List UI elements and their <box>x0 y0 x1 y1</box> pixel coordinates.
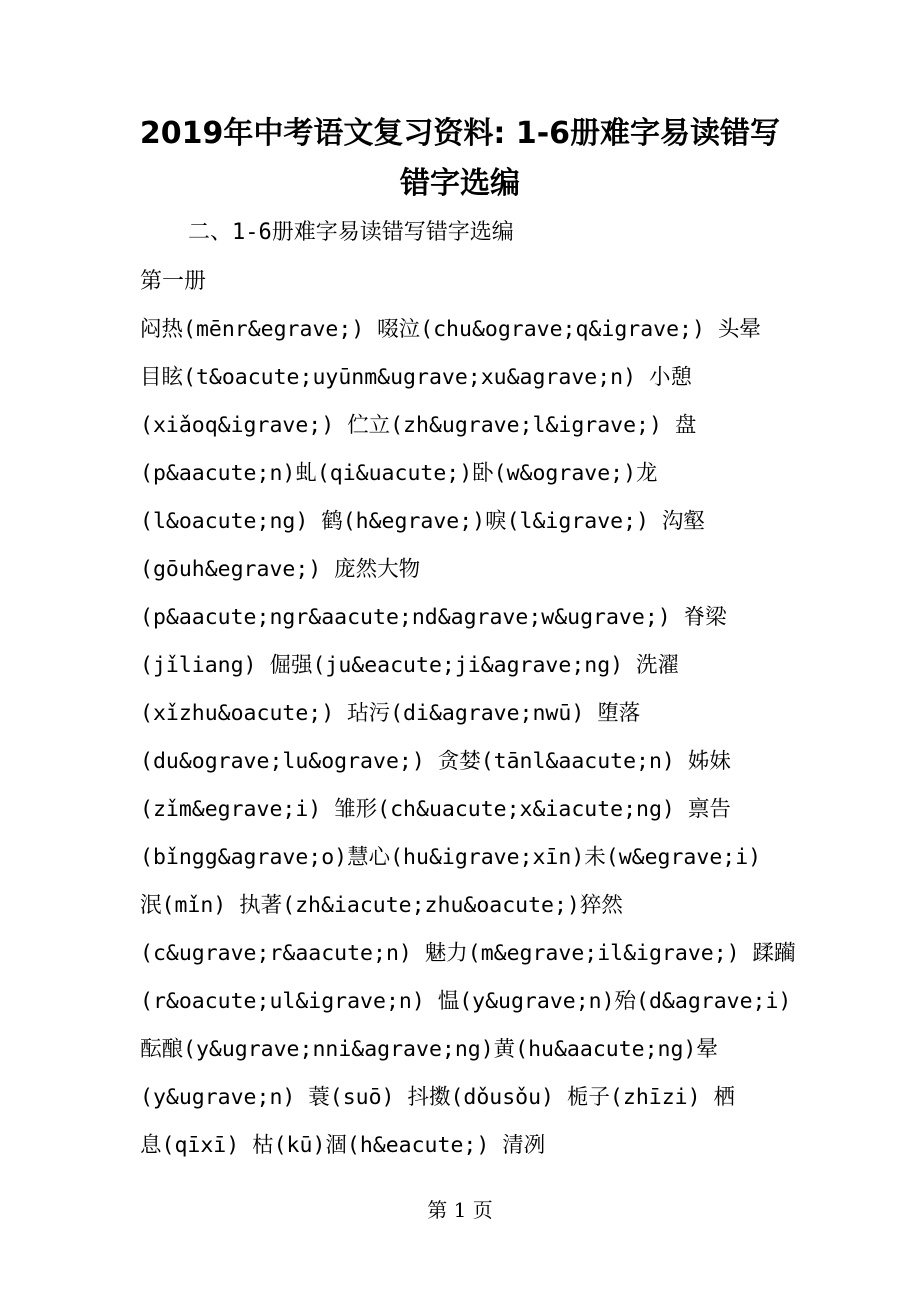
body-line: 泯(mǐn) 执著(zh&iacute;zhu&oacute;)猝然 <box>140 893 623 918</box>
body-line: 闷热(mēnr&egrave;) 啜泣(chu&ograve;q&igrave;) 头晕 <box>140 317 761 342</box>
body-line: 目眩(t&oacute;uyūnm&ugrave;xu&agrave;n) 小憩 <box>140 365 692 390</box>
body-line: (xǐzhu&oacute;) 玷污(di&agrave;nwū) 堕落 <box>140 701 641 726</box>
body-line: 息(qīxī) 枯(kū)涸(h&eacute;) 清冽 <box>140 1133 546 1158</box>
section-heading: 二、1-6册难字易读错写错字选编 <box>188 220 514 245</box>
body-line: (gōuh&egrave;) 庞然大物 <box>140 557 421 582</box>
body-line: (xiǎoq&igrave;) 伫立(zh&ugrave;l&igrave;) 盘 <box>140 413 697 438</box>
document-title-line-1: 2019年中考语文复习资料: 1-6册难字易读错写 <box>139 116 781 151</box>
body-line: (jǐliang) 倔强(ju&eacute;ji&agrave;ng) 洗濯 <box>140 653 680 678</box>
body-line: (bǐngg&agrave;o)慧心(hu&igrave;xīn)未(w&egrave;i) <box>140 845 762 870</box>
document-title-line-2: 错字选编 <box>400 166 520 201</box>
body-line: (r&oacute;ul&igrave;n) 愠(y&ugrave;n)殆(d&agrave;i) <box>140 989 792 1014</box>
body-line: (p&aacute;ngr&aacute;nd&agrave;w&ugrave;) 脊梁 <box>140 605 727 630</box>
body-line: (c&ugrave;r&aacute;n) 魅力(m&egrave;il&igrave;) 蹂躏 <box>140 941 796 966</box>
volume-heading: 第一册 <box>140 269 207 294</box>
body-line: (zǐm&egrave;i) 雏形(ch&uacute;x&iacute;ng) 禀告 <box>140 797 731 822</box>
body-line: (y&ugrave;n) 蓑(suō) 抖擞(dǒusǒu) 栀子(zhīzi) 栖 <box>140 1085 735 1110</box>
body-line: 酝酿(y&ugrave;nni&agrave;ng)黄(hu&aacute;ng)晕 <box>140 1037 718 1062</box>
body-line: (p&aacute;n)虬(qi&uacute;)卧(w&ograve;)龙 <box>140 461 658 486</box>
body-line: (l&oacute;ng) 鹤(h&egrave;)唳(l&igrave;) 沟壑 <box>140 509 705 534</box>
body-line: (du&ograve;lu&ograve;) 贪婪(tānl&aacute;n) 姊妹 <box>140 749 731 774</box>
page-number: 第 1 页 <box>427 1198 493 1222</box>
